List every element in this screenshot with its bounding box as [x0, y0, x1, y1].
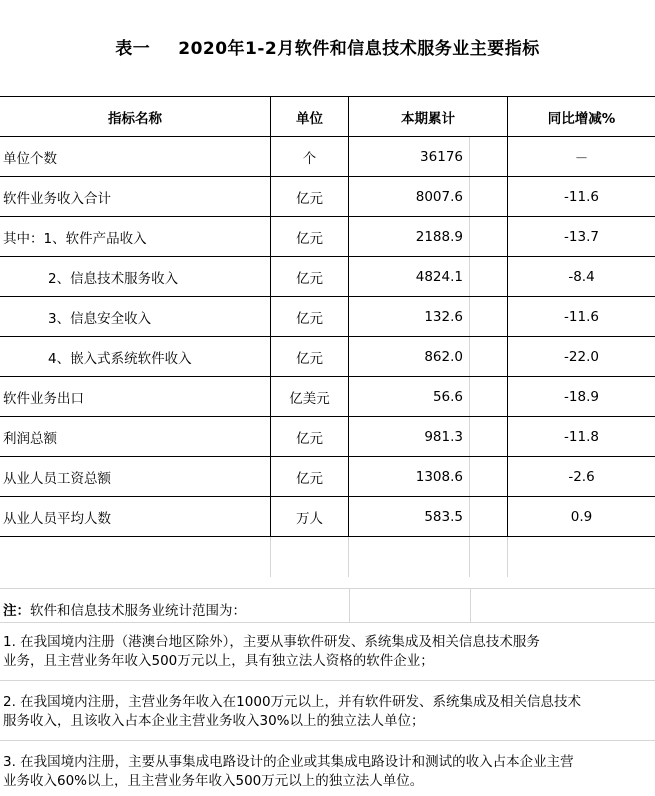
- notes-intro: 软件和信息技术服务业统计范围为：: [30, 603, 246, 619]
- row-value: 981.3: [349, 417, 470, 456]
- row-yoy: -11.6: [564, 308, 599, 325]
- table-title-prefix: 表一: [115, 39, 151, 59]
- note-3-line-1: 3. 在我国境内注册，主要从事集成电路设计的企业或其集成电路设计和测试的收入占本企业主营: [3, 754, 574, 770]
- row-gap: [470, 217, 508, 256]
- row-value: 583.5: [349, 497, 470, 536]
- row-value: 56.6: [349, 377, 470, 416]
- row-gap: [470, 417, 508, 456]
- note-2-line-2: 服务收入，且该收入占本企业主营业务收入30%以上的独立法人单位；: [3, 713, 425, 729]
- table-row: [0, 137, 655, 177]
- table-row: [0, 217, 655, 257]
- row-gap: [470, 457, 508, 496]
- note-1-line-2: 业务，且主营业务年收入500万元以上，具有独立法人资格的软件企业；: [3, 653, 434, 669]
- table-header-row: [0, 96, 655, 137]
- empty-cell: [271, 537, 349, 577]
- table-row: [0, 457, 655, 497]
- notes-heading: [3, 599, 246, 619]
- row-gap: [470, 377, 508, 416]
- row-yoy: -11.6: [564, 188, 599, 205]
- row-name: 软件业务收入合计: [0, 177, 271, 216]
- row-unit: 亿美元: [271, 377, 349, 416]
- row-yoy: -22.0: [564, 348, 599, 365]
- notes-label: 注：: [3, 603, 30, 619]
- grid-line: [0, 740, 655, 741]
- row-yoy: －: [574, 150, 589, 167]
- empty-row: [0, 537, 655, 577]
- row-unit: 亿元: [271, 457, 349, 496]
- empty-cell: [470, 537, 508, 577]
- row-unit: 万人: [271, 497, 349, 536]
- row-yoy: -13.7: [564, 228, 599, 245]
- table-row: [0, 257, 655, 297]
- row-gap: [470, 497, 508, 536]
- table-row: [0, 417, 655, 457]
- grid-line: [349, 588, 350, 622]
- row-yoy: -11.8: [564, 428, 599, 445]
- row-yoy: -8.4: [568, 268, 595, 285]
- table-row: [0, 297, 655, 337]
- row-name: 从业人员工资总额: [0, 457, 271, 496]
- table-row: [0, 497, 655, 537]
- row-value: 862.0: [349, 337, 470, 376]
- empty-cell: [349, 537, 470, 577]
- row-name: 单位个数: [0, 137, 271, 176]
- grid-line: [0, 680, 655, 681]
- row-value: 1308.6: [349, 457, 470, 496]
- header-yoy: 同比增减%: [547, 110, 616, 127]
- row-unit: 个: [271, 137, 349, 176]
- table-row: [0, 377, 655, 417]
- table-title: [0, 34, 655, 59]
- row-name: 2、信息技术服务收入: [0, 257, 271, 296]
- row-gap: [470, 297, 508, 336]
- row-yoy: 0.9: [570, 508, 593, 525]
- table-row: [0, 337, 655, 377]
- row-name: 利润总额: [0, 417, 271, 456]
- grid-line: [470, 588, 471, 622]
- header-unit: 单位: [271, 97, 349, 136]
- note-2-line-1: 2. 在我国境内注册，主营业务年收入在1000万元以上，并有软件研发、系统集成及相关信息技术: [3, 694, 582, 710]
- row-value: 2188.9: [349, 217, 470, 256]
- row-name: 4、嵌入式系统软件收入: [0, 337, 271, 376]
- row-unit: 亿元: [271, 337, 349, 376]
- row-gap: [470, 337, 508, 376]
- row-name: 其中：1、软件产品收入: [0, 217, 271, 256]
- grid-line: [0, 588, 655, 589]
- row-name: 3、信息安全收入: [0, 297, 271, 336]
- table-title-text: 2020年1-2月软件和信息技术服务业主要指标: [178, 39, 540, 59]
- indicator-table: [0, 96, 655, 577]
- row-gap: [470, 177, 508, 216]
- row-value: 8007.6: [349, 177, 470, 216]
- row-gap: [470, 137, 508, 176]
- note-1-line-1: 1. 在我国境内注册（港澳台地区除外），主要从事软件研发、系统集成及相关信息技术服务: [3, 634, 540, 650]
- empty-cell: [0, 537, 271, 577]
- table-row: [0, 177, 655, 217]
- header-value: 本期累计: [349, 97, 508, 136]
- row-value: 132.6: [349, 297, 470, 336]
- row-gap: [470, 257, 508, 296]
- row-value: 4824.1: [349, 257, 470, 296]
- row-value: 36176: [349, 137, 470, 176]
- row-yoy: -18.9: [564, 388, 599, 405]
- row-yoy: -2.6: [568, 468, 595, 485]
- row-name: 软件业务出口: [0, 377, 271, 416]
- note-3-line-2: 业务收入60%以上，且主营业务年收入500万元以上的独立法人单位。: [3, 773, 424, 789]
- row-unit: 亿元: [271, 217, 349, 256]
- header-name: 指标名称: [0, 97, 271, 136]
- row-unit: 亿元: [271, 417, 349, 456]
- row-unit: 亿元: [271, 297, 349, 336]
- row-unit: 亿元: [271, 257, 349, 296]
- row-unit: 亿元: [271, 177, 349, 216]
- row-name: 从业人员平均人数: [0, 497, 271, 536]
- grid-line: [0, 622, 655, 623]
